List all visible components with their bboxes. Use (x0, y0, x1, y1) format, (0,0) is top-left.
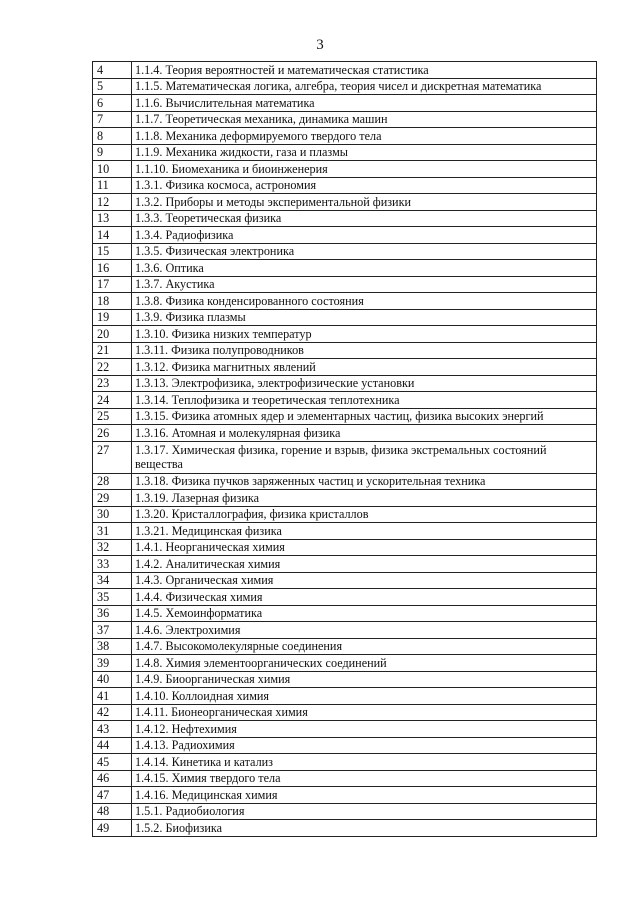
table-row (93, 754, 597, 771)
specialty-name-cell: 1.3.6. Оптика (132, 260, 597, 277)
table-row (93, 161, 597, 178)
table-row (93, 375, 597, 392)
specialty-name-cell: 1.4.7. Высокомолекулярные соединения (132, 638, 597, 655)
specialty-name-cell: 1.4.14. Кинетика и катализ (132, 754, 597, 771)
row-number-cell: 17 (93, 276, 132, 293)
specialty-name-cell: 1.4.11. Бионеорганическая химия (132, 704, 597, 721)
specialty-name-cell: 1.3.15. Физика атомных ядер и элементарных частиц, физика высоких энергий (132, 408, 597, 425)
specialty-name-cell: 1.3.16. Атомная и молекулярная физика (132, 425, 597, 442)
row-number-cell: 48 (93, 803, 132, 820)
row-number-cell: 8 (93, 128, 132, 145)
specialty-name-cell: 1.1.8. Механика деформируемого твердого тела (132, 128, 597, 145)
table-row (93, 688, 597, 705)
row-number-cell: 49 (93, 820, 132, 837)
row-number-cell: 11 (93, 177, 132, 194)
specialty-name-cell: 1.3.3. Теоретическая физика (132, 210, 597, 227)
table-row (93, 523, 597, 540)
row-number-cell: 40 (93, 671, 132, 688)
specialty-name-cell: 1.3.8. Физика конденсированного состояния (132, 293, 597, 310)
specialty-name-cell: 1.3.11. Физика полупроводников (132, 342, 597, 359)
specialty-name-cell: 1.1.6. Вычислительная математика (132, 95, 597, 112)
table-row (93, 78, 597, 95)
table-row (93, 227, 597, 244)
row-number-cell: 39 (93, 655, 132, 672)
specialty-name-cell: 1.4.1. Неорганическая химия (132, 539, 597, 556)
specialty-name-cell: 1.3.17. Химическая физика, горение и взрыв, физика экстремальных состояний вещества (132, 441, 597, 473)
row-number-cell: 23 (93, 375, 132, 392)
row-number-cell: 24 (93, 392, 132, 409)
specialty-name-cell: 1.3.20. Кристаллография, физика кристаллов (132, 506, 597, 523)
specialty-name-cell: 1.4.12. Нефтехимия (132, 721, 597, 738)
row-number-cell: 33 (93, 556, 132, 573)
specialties-table (92, 61, 597, 837)
table-row (93, 803, 597, 820)
table-row (93, 293, 597, 310)
row-number-cell: 13 (93, 210, 132, 227)
specialty-name-cell: 1.1.5. Математическая логика, алгебра, теория чисел и дискретная математика (132, 78, 597, 95)
row-number-cell: 21 (93, 342, 132, 359)
row-number-cell: 31 (93, 523, 132, 540)
specialty-name-cell: 1.4.16. Медицинская химия (132, 787, 597, 804)
specialty-name-cell: 1.4.6. Электрохимия (132, 622, 597, 639)
table-row (93, 425, 597, 442)
specialty-name-cell: 1.3.12. Физика магнитных явлений (132, 359, 597, 376)
table-row (93, 260, 597, 277)
specialty-name-cell: 1.4.3. Органическая химия (132, 572, 597, 589)
specialty-name-cell: 1.3.13. Электрофизика, электрофизические установки (132, 375, 597, 392)
row-number-cell: 14 (93, 227, 132, 244)
specialty-name-cell: 1.3.9. Физика плазмы (132, 309, 597, 326)
table-row (93, 392, 597, 409)
row-number-cell: 29 (93, 490, 132, 507)
row-number-cell: 20 (93, 326, 132, 343)
row-number-cell: 15 (93, 243, 132, 260)
row-number-cell: 38 (93, 638, 132, 655)
specialty-name-cell: 1.3.1. Физика космоса, астрономия (132, 177, 597, 194)
row-number-cell: 4 (93, 62, 132, 79)
table-row (93, 556, 597, 573)
specialty-name-cell: 1.4.15. Химия твердого тела (132, 770, 597, 787)
specialty-name-cell: 1.4.2. Аналитическая химия (132, 556, 597, 573)
row-number-cell: 43 (93, 721, 132, 738)
table-row (93, 787, 597, 804)
specialty-name-cell: 1.4.4. Физическая химия (132, 589, 597, 606)
row-number-cell: 41 (93, 688, 132, 705)
specialty-name-cell: 1.3.19. Лазерная физика (132, 490, 597, 507)
specialty-name-cell: 1.3.10. Физика низких температур (132, 326, 597, 343)
table-row (93, 177, 597, 194)
table-row (93, 539, 597, 556)
specialty-name-cell: 1.5.2. Биофизика (132, 820, 597, 837)
row-number-cell: 9 (93, 144, 132, 161)
table-row (93, 326, 597, 343)
table-row (93, 638, 597, 655)
page-number: 3 (316, 37, 324, 53)
table-row (93, 128, 597, 145)
row-number-cell: 46 (93, 770, 132, 787)
specialty-name-cell: 1.4.10. Коллоидная химия (132, 688, 597, 705)
table-row (93, 408, 597, 425)
table-row (93, 490, 597, 507)
table-row (93, 572, 597, 589)
row-number-cell: 42 (93, 704, 132, 721)
table-row (93, 737, 597, 754)
table-row (93, 820, 597, 837)
specialty-name-cell: 1.3.14. Теплофизика и теоретическая теплотехника (132, 392, 597, 409)
table-row (93, 671, 597, 688)
table-row (93, 62, 597, 79)
table-row (93, 622, 597, 639)
table-row (93, 95, 597, 112)
specialty-name-cell: 1.3.21. Медицинская физика (132, 523, 597, 540)
table-row (93, 359, 597, 376)
specialty-name-cell: 1.4.8. Химия элементоорганических соединений (132, 655, 597, 672)
specialty-name-cell: 1.1.9. Механика жидкости, газа и плазмы (132, 144, 597, 161)
table-body (93, 62, 597, 837)
row-number-cell: 6 (93, 95, 132, 112)
specialty-name-cell: 1.4.13. Радиохимия (132, 737, 597, 754)
row-number-cell: 44 (93, 737, 132, 754)
table-row (93, 704, 597, 721)
table-row (93, 144, 597, 161)
specialty-name-cell: 1.3.18. Физика пучков заряженных частиц и ускорительная техника (132, 473, 597, 490)
specialty-name-cell: 1.1.4. Теория вероятностей и математическая статистика (132, 62, 597, 79)
row-number-cell: 7 (93, 111, 132, 128)
specialty-name-cell: 1.3.7. Акустика (132, 276, 597, 293)
table-row (93, 111, 597, 128)
specialty-name-cell: 1.4.5. Хемоинформатика (132, 605, 597, 622)
table-row (93, 589, 597, 606)
row-number-cell: 10 (93, 161, 132, 178)
table-row (93, 243, 597, 260)
row-number-cell: 36 (93, 605, 132, 622)
row-number-cell: 26 (93, 425, 132, 442)
row-number-cell: 32 (93, 539, 132, 556)
row-number-cell: 16 (93, 260, 132, 277)
row-number-cell: 28 (93, 473, 132, 490)
table-row (93, 342, 597, 359)
specialty-name-cell: 1.1.10. Биомеханика и биоинженерия (132, 161, 597, 178)
specialty-name-cell: 1.5.1. Радиобиология (132, 803, 597, 820)
row-number-cell: 30 (93, 506, 132, 523)
table-row (93, 506, 597, 523)
specialty-name-cell: 1.1.7. Теоретическая механика, динамика машин (132, 111, 597, 128)
row-number-cell: 5 (93, 78, 132, 95)
row-number-cell: 45 (93, 754, 132, 771)
row-number-cell: 37 (93, 622, 132, 639)
row-number-cell: 34 (93, 572, 132, 589)
table-row (93, 276, 597, 293)
table-row (93, 770, 597, 787)
table-row (93, 309, 597, 326)
table-row (93, 473, 597, 490)
row-number-cell: 18 (93, 293, 132, 310)
row-number-cell: 25 (93, 408, 132, 425)
specialty-name-cell: 1.3.4. Радиофизика (132, 227, 597, 244)
row-number-cell: 22 (93, 359, 132, 376)
table-row (93, 655, 597, 672)
row-number-cell: 35 (93, 589, 132, 606)
table-row (93, 194, 597, 211)
table-row (93, 721, 597, 738)
row-number-cell: 12 (93, 194, 132, 211)
table-row (93, 605, 597, 622)
specialty-name-cell: 1.3.5. Физическая электроника (132, 243, 597, 260)
row-number-cell: 19 (93, 309, 132, 326)
table-row (93, 210, 597, 227)
row-number-cell: 27 (93, 441, 132, 473)
table-row (93, 441, 597, 473)
row-number-cell: 47 (93, 787, 132, 804)
specialty-name-cell: 1.3.2. Приборы и методы экспериментальной физики (132, 194, 597, 211)
specialty-name-cell: 1.4.9. Биоорганическая химия (132, 671, 597, 688)
